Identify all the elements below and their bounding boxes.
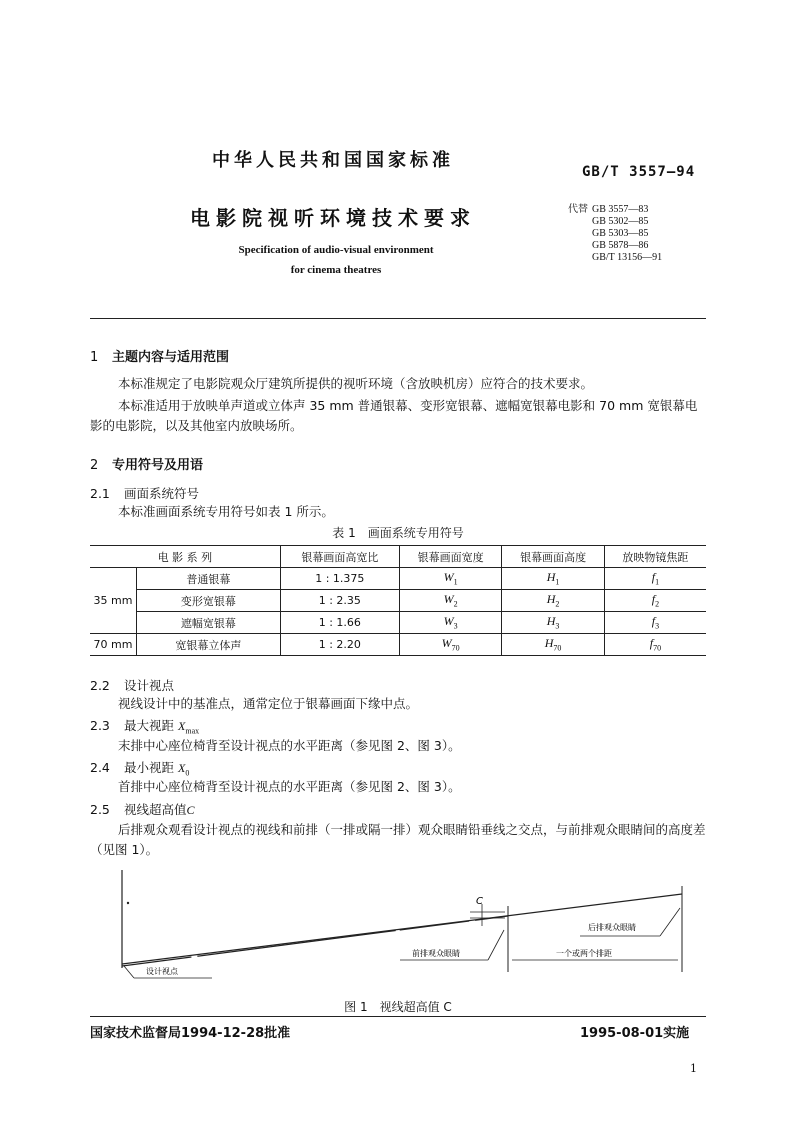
height-symbol-cell bbox=[502, 612, 604, 634]
symbol: f bbox=[651, 570, 656, 585]
symbol-subscript: 0 bbox=[185, 768, 190, 778]
focal-symbol-cell bbox=[604, 612, 706, 634]
section-2-heading bbox=[90, 454, 203, 473]
subsection-number: 2.2 bbox=[90, 678, 110, 693]
symbol-subscript: 3 bbox=[655, 621, 660, 631]
symbol: W bbox=[443, 614, 454, 629]
subsection-2-4-text: 首排中心座位椅背至设计视点的水平距离（参见图 2、图 3）。 bbox=[118, 779, 461, 794]
symbol-subscript: 1 bbox=[655, 577, 660, 587]
ratio-cell: 1 : 1.375 bbox=[280, 568, 399, 590]
replaced-code: GB 5302—85 bbox=[592, 216, 649, 227]
replaces-codes bbox=[592, 204, 662, 264]
table-header-cell: 银幕画面高宽比 bbox=[280, 546, 399, 568]
table-header-cell: 电 影 系 列 bbox=[90, 546, 280, 568]
symbol-subscript: 3 bbox=[453, 621, 458, 631]
standard-code: GB/T 3557—94 bbox=[582, 164, 696, 180]
subsection-2-4-heading bbox=[90, 758, 189, 778]
design-point-leader-diag bbox=[124, 966, 134, 978]
replaced-code: GB/T 13156—91 bbox=[592, 252, 663, 263]
group-cell-35mm: 35 mm bbox=[90, 568, 137, 634]
symbol: W bbox=[443, 570, 454, 585]
rear-eye-leader-diag bbox=[660, 908, 680, 936]
label-design-point: 设计视点 bbox=[146, 967, 178, 976]
subsection-2-1-text: 本标准画面系统专用符号如表 1 所示。 bbox=[118, 504, 334, 519]
figure-caption: 图 1 视线超高值 C bbox=[344, 1000, 452, 1014]
figure-1-sight-line-diagram bbox=[0, 860, 794, 1020]
symbol-subscript: 1 bbox=[555, 577, 560, 587]
symbol: C bbox=[186, 803, 195, 817]
type-cell: 普通银幕 bbox=[137, 568, 281, 590]
group-cell-70mm: 70 mm bbox=[90, 634, 137, 656]
symbol-subscript: 2 bbox=[555, 599, 560, 609]
table-row bbox=[90, 568, 706, 590]
symbol: f bbox=[651, 614, 656, 629]
label-rows: 一个或两个排距 bbox=[556, 949, 612, 958]
symbol-table bbox=[90, 545, 706, 656]
focal-symbol-cell bbox=[604, 590, 706, 612]
symbol-subscript: 2 bbox=[655, 599, 660, 609]
symbol: H bbox=[544, 636, 554, 651]
subsection-number: 2.4 bbox=[90, 760, 110, 775]
type-cell: 宽银幕立体声 bbox=[137, 634, 281, 656]
subsection-2-2-text: 视线设计中的基准点，通常定位于银幕画面下缘中点。 bbox=[118, 696, 419, 711]
table-header-cell: 银幕画面高度 bbox=[502, 546, 604, 568]
symbol: f bbox=[649, 636, 654, 651]
effective-line: 1995-08-01实施 bbox=[580, 1026, 690, 1041]
subsection-2-5-heading bbox=[90, 800, 195, 818]
section-title: 主题内容与适用范围 bbox=[112, 350, 230, 365]
subsection-2-2-heading bbox=[90, 676, 174, 694]
label-c: C bbox=[476, 896, 483, 907]
ratio-cell: 1 : 2.20 bbox=[280, 634, 399, 656]
english-title-line2: for cinema theatres bbox=[290, 264, 382, 276]
sight-line-front bbox=[122, 916, 508, 966]
label-front-eye: 前排观众眼睛 bbox=[412, 949, 460, 958]
symbol-subscript: max bbox=[185, 726, 200, 736]
table-header-cell: 放映物镜焦距 bbox=[604, 546, 706, 568]
replaced-code: GB 3557—83 bbox=[592, 204, 649, 215]
table-header-row bbox=[90, 546, 706, 568]
height-symbol-cell bbox=[502, 634, 604, 656]
width-symbol-cell bbox=[399, 568, 501, 590]
type-cell: 变形宽银幕 bbox=[137, 590, 281, 612]
subsection-2-3-heading bbox=[90, 716, 199, 736]
section-title: 专用符号及用语 bbox=[112, 458, 204, 473]
subsection-title: 设计视点 bbox=[124, 678, 175, 693]
symbol: H bbox=[546, 570, 556, 585]
symbol: W bbox=[443, 592, 454, 607]
symbol-subscript: 70 bbox=[653, 643, 662, 653]
height-symbol-cell bbox=[502, 590, 604, 612]
symbol-subscript: 2 bbox=[453, 599, 458, 609]
section-number: 1 bbox=[90, 350, 99, 365]
subsection-number: 2.5 bbox=[90, 802, 110, 817]
subsection-title: 画面系统符号 bbox=[124, 486, 200, 501]
page-number: 1 bbox=[690, 1062, 697, 1075]
approval-line: 国家技术监督局1994-12-28批准 bbox=[90, 1026, 291, 1041]
type-cell: 遮幅宽银幕 bbox=[137, 612, 281, 634]
subsection-title: 最大视距 bbox=[124, 718, 175, 733]
ratio-cell: 1 : 1.66 bbox=[280, 612, 399, 634]
replaced-code: GB 5878—86 bbox=[592, 240, 649, 251]
subsection-title: 最小视距 bbox=[124, 760, 175, 775]
subsection-2-5-text: 后排观众观看设计视点的视线和前排（一排或隔一排）观众眼睛铅垂线之交点，与前排观众眼睛间的高度差（见图 1）。 bbox=[90, 822, 706, 857]
table-row bbox=[90, 634, 706, 656]
focal-symbol-cell bbox=[604, 634, 706, 656]
subsection-2-1-heading bbox=[90, 484, 199, 502]
replaced-code: GB 5303—85 bbox=[592, 228, 649, 239]
symbol: X bbox=[178, 761, 186, 775]
subsection-number: 2.1 bbox=[90, 486, 110, 501]
mark-dot bbox=[127, 902, 129, 904]
symbol: H bbox=[546, 592, 556, 607]
subsection-number: 2.3 bbox=[90, 718, 110, 733]
section-1-paragraph-2: 本标准适用于放映单声道或立体声 35 mm 普通银幕、变形宽银幕、遮幅宽银幕电影和 70 mm 宽银幕电影的电影院，以及其他室内放映场所。 bbox=[90, 398, 698, 433]
table-caption: 表 1 画面系统专用符号 bbox=[332, 526, 464, 540]
focal-symbol-cell bbox=[604, 568, 706, 590]
english-title-line1: Specification of audio-visual environment bbox=[238, 244, 434, 256]
section-1-heading bbox=[90, 346, 229, 365]
replaces-label: 代替 bbox=[568, 204, 588, 215]
symbol-subscript: 1 bbox=[453, 577, 458, 587]
symbol: H bbox=[546, 614, 556, 629]
symbol: f bbox=[651, 592, 656, 607]
table-row bbox=[90, 612, 706, 634]
symbol-subscript: 70 bbox=[553, 643, 562, 653]
width-symbol-cell bbox=[399, 590, 501, 612]
front-eye-leader-diag bbox=[488, 930, 504, 960]
subsection-2-3-text: 末排中心座位椅背至设计视点的水平距离（参见图 2、图 3）。 bbox=[118, 738, 461, 753]
footer-divider bbox=[90, 1016, 706, 1017]
replaces-block bbox=[568, 204, 662, 264]
height-symbol-cell bbox=[502, 568, 604, 590]
standard-title: 中华人民共和国国家标准 bbox=[212, 150, 454, 171]
width-symbol-cell bbox=[399, 634, 501, 656]
document-title: 电影院视听环境技术要求 bbox=[190, 206, 476, 230]
symbol: X bbox=[178, 719, 186, 733]
section-number: 2 bbox=[90, 458, 99, 473]
symbol-subscript: 70 bbox=[451, 643, 460, 653]
section-1-paragraph-1: 本标准规定了电影院观众厅建筑所提供的视听环境（含放映机房）应符合的技术要求。 bbox=[118, 376, 594, 391]
subsection-title: 视线超高值 bbox=[124, 802, 187, 817]
symbol-subscript: 3 bbox=[555, 621, 560, 631]
ratio-cell: 1 : 2.35 bbox=[280, 590, 399, 612]
header-divider bbox=[90, 318, 706, 319]
table-header-cell: 银幕画面宽度 bbox=[399, 546, 501, 568]
width-symbol-cell bbox=[399, 612, 501, 634]
symbol: W bbox=[441, 636, 452, 651]
table-row bbox=[90, 590, 706, 612]
label-rear-eye: 后排观众眼睛 bbox=[588, 923, 636, 932]
